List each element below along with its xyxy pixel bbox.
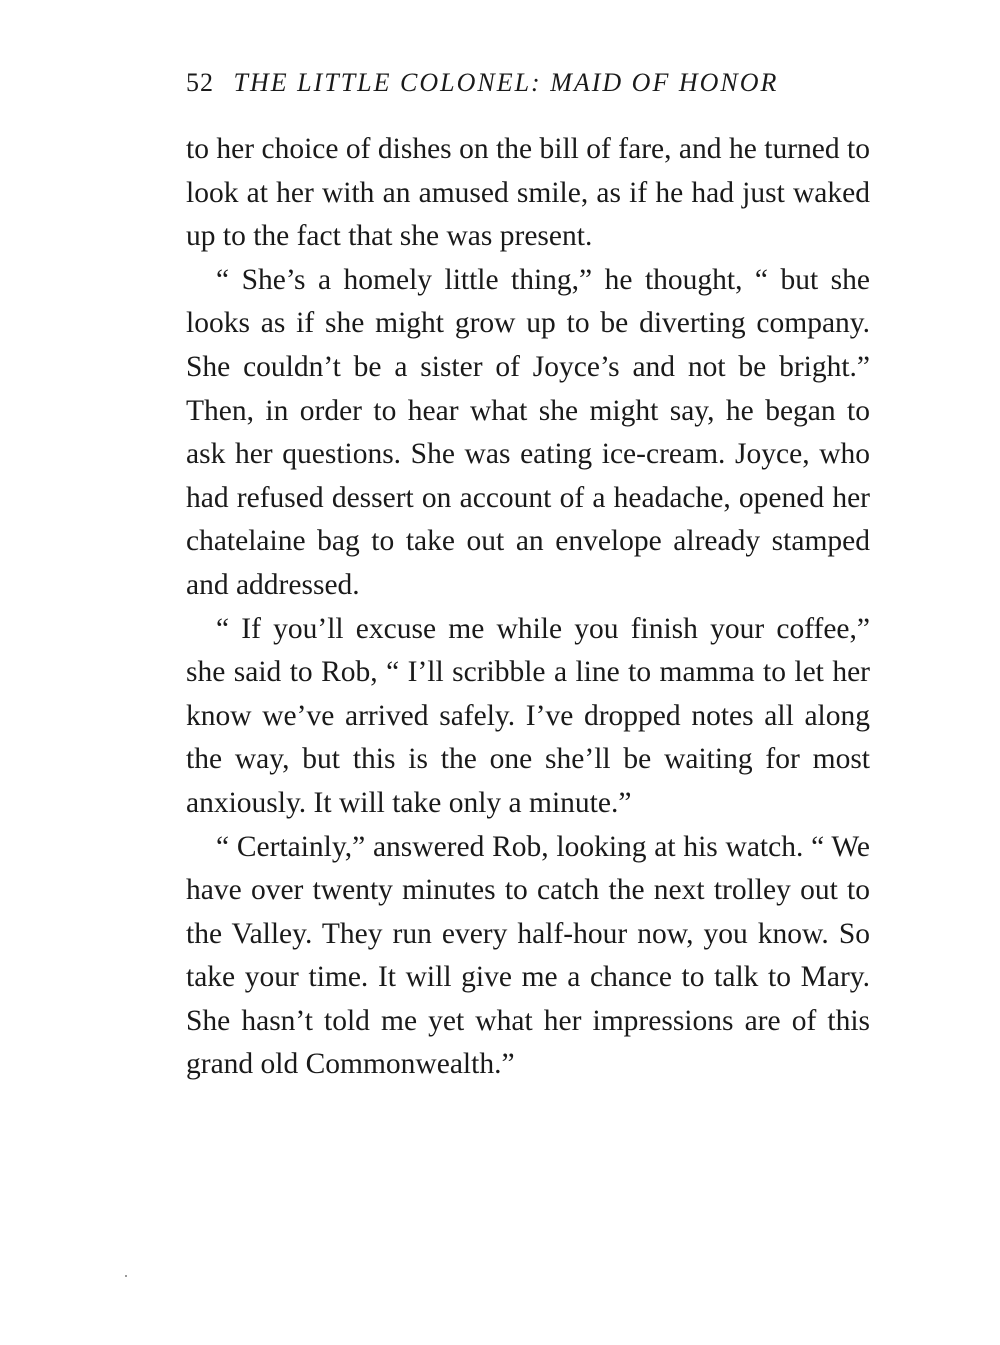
paragraph-2: “ She’s a homely little thing,” he thought, “ but she looks as if she might grow up to be diverting company. She couldn’t be a sister of Joyce’s and not be bright.” Then, in order to hear what she might say, he began to ask her questions. She was eating ice-cream. Joyce, who had refused dessert on account of a headache, opened her chatelaine bag to take out an envelope already stamped and addressed. bbox=[186, 263, 870, 601]
stray-ink-dot bbox=[125, 1275, 127, 1277]
paragraph-1: to her choice of dishes on the bill of fare, and he turned to look at her with an amused smile, as if he had just waked up to the fact that she was present. bbox=[186, 133, 870, 253]
page-number: 52 bbox=[186, 68, 214, 97]
running-head bbox=[186, 66, 870, 100]
paragraph-3: “ If you’ll excuse me while you finish your coffee,” she said to Rob, “ I’ll scribble a line to mamma to let her know we’ve arrived safely. I’ve dropped notes all along the way, but this is the one she’ll be waiting for most anxiously. It will take only a minute.” bbox=[186, 612, 870, 819]
body-text bbox=[186, 128, 870, 1087]
paragraph-4: “ Certainly,” answered Rob, looking at his watch. “ We have over twenty minutes to catch the next trolley out to the Valley. They run every half-hour now, you know. So take your time. It will give me a chance to talk to Mary. She hasn’t told me yet what her impressions are of this grand old Commonwealth.” bbox=[186, 830, 870, 1081]
book-title: THE LITTLE COLONEL: MAID OF HONOR bbox=[233, 68, 779, 97]
